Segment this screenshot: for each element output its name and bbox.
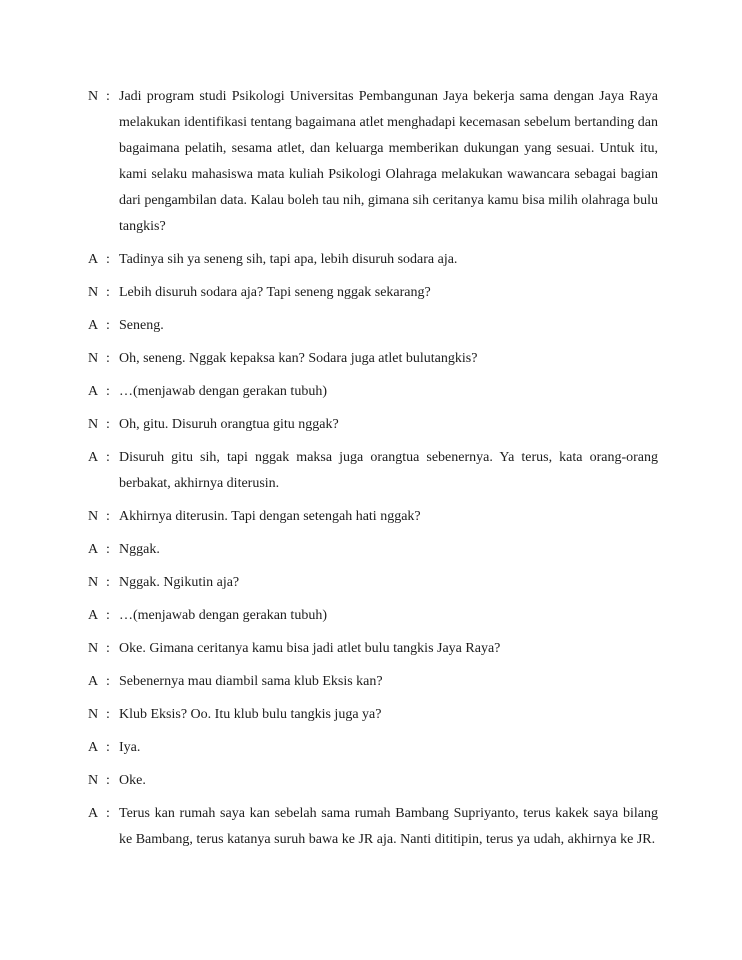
dialogue-entry: [88, 247, 658, 273]
speaker-label: A: [88, 542, 99, 557]
colon-separator: :: [106, 542, 110, 557]
dialogue-text: Seneng.: [119, 318, 164, 333]
speaker-label: A: [88, 384, 99, 399]
dialogue-entry: [88, 768, 658, 794]
dialogue-entry: [88, 537, 658, 563]
dialogue-entry: [88, 346, 658, 372]
dialogue-text: Iya.: [119, 740, 141, 755]
speaker-label: N: [88, 773, 99, 788]
dialogue-entry: [88, 801, 658, 853]
dialogue-text: Oke.: [119, 773, 146, 788]
colon-separator: :: [106, 417, 110, 432]
colon-separator: :: [106, 806, 110, 821]
dialogue-text: Oh, gitu. Disuruh orangtua gitu nggak?: [119, 417, 339, 432]
dialogue-entry: [88, 313, 658, 339]
speaker-label: N: [88, 89, 99, 104]
speaker-label: N: [88, 509, 99, 524]
dialogue-text: …(menjawab dengan gerakan tubuh): [119, 608, 327, 623]
dialogue-text: Nggak.: [119, 542, 160, 557]
colon-separator: :: [106, 252, 110, 267]
dialogue-text: Sebenernya mau diambil sama klub Eksis kan?: [119, 674, 383, 689]
dialogue-entry: [88, 669, 658, 695]
colon-separator: :: [106, 384, 110, 399]
colon-separator: :: [106, 674, 110, 689]
dialogue-entry: [88, 504, 658, 530]
dialogue-entry: [88, 636, 658, 662]
dialogue-entry: [88, 702, 658, 728]
colon-separator: :: [106, 450, 110, 465]
dialogue-entry: [88, 570, 658, 596]
colon-separator: :: [106, 318, 110, 333]
speaker-label: A: [88, 608, 99, 623]
dialogue-text: Lebih disuruh sodara aja? Tapi seneng nggak sekarang?: [119, 285, 431, 300]
dialogue-text: Nggak. Ngikutin aja?: [119, 575, 240, 590]
speaker-label: N: [88, 417, 99, 432]
colon-separator: :: [106, 351, 110, 366]
speaker-label: N: [88, 351, 99, 366]
speaker-label: N: [88, 707, 99, 722]
speaker-label: A: [88, 740, 99, 755]
colon-separator: :: [106, 89, 110, 104]
dialogue-text: Klub Eksis? Oo. Itu klub bulu tangkis juga ya?: [119, 707, 382, 722]
dialogue-text: Jadi program studi Psikologi Universitas Pembangunan Jaya bekerja sama dengan Jaya Raya melakukan identifikasi tentang bagaimana atlet menghadapi kecemasan sebelum bertanding dan bagaimana pelatih, sesama atlet, dan keluarga memberikan dukungan yang sesuai. Untuk itu, kami selaku mahasiswa mata kuliah Psikologi Olahraga melakukan wawancara sebagai bagian dari pengambilan data. Kalau boleh tau nih, gimana sih ceritanya kamu bisa milih olahraga bulu tangkis?: [119, 89, 658, 234]
speaker-label: N: [88, 641, 99, 656]
dialogue-text: Akhirnya diterusin. Tapi dengan setengah hati nggak?: [119, 509, 421, 524]
dialogue-entry: [88, 445, 658, 497]
colon-separator: :: [106, 641, 110, 656]
colon-separator: :: [106, 608, 110, 623]
dialogue-entry: [88, 379, 658, 405]
colon-separator: :: [106, 509, 110, 524]
dialogue-text: Tadinya sih ya seneng sih, tapi apa, lebih disuruh sodara aja.: [119, 252, 458, 267]
dialogue-entry: [88, 412, 658, 438]
dialogue-text: Disuruh gitu sih, tapi nggak maksa juga orangtua sebenernya. Ya terus, kata orang-orang berbakat, akhirnya diterusin.: [119, 450, 658, 491]
dialogue-text: Oke. Gimana ceritanya kamu bisa jadi atlet bulu tangkis Jaya Raya?: [119, 641, 501, 656]
dialogue-text: Oh, seneng. Nggak kepaksa kan? Sodara juga atlet bulutangkis?: [119, 351, 478, 366]
dialogue-entry: [88, 603, 658, 629]
dialogue-entry: [88, 735, 658, 761]
dialogue-text: …(menjawab dengan gerakan tubuh): [119, 384, 327, 399]
dialogue-entry: [88, 84, 658, 240]
speaker-label: A: [88, 252, 99, 267]
colon-separator: :: [106, 773, 110, 788]
dialogue-entry: [88, 280, 658, 306]
speaker-label: N: [88, 285, 99, 300]
speaker-label: A: [88, 806, 99, 821]
dialogue-text: Terus kan rumah saya kan sebelah sama rumah Bambang Supriyanto, terus kakek saya bilang ke Bambang, terus katanya suruh bawa ke JR aja. Nanti dititipin, terus ya udah, akhirnya ke JR.: [119, 806, 658, 847]
speaker-label: A: [88, 450, 99, 465]
colon-separator: :: [106, 707, 110, 722]
speaker-label: A: [88, 318, 99, 333]
speaker-label: N: [88, 575, 99, 590]
colon-separator: :: [106, 740, 110, 755]
speaker-label: A: [88, 674, 99, 689]
colon-separator: :: [106, 575, 110, 590]
colon-separator: :: [106, 285, 110, 300]
